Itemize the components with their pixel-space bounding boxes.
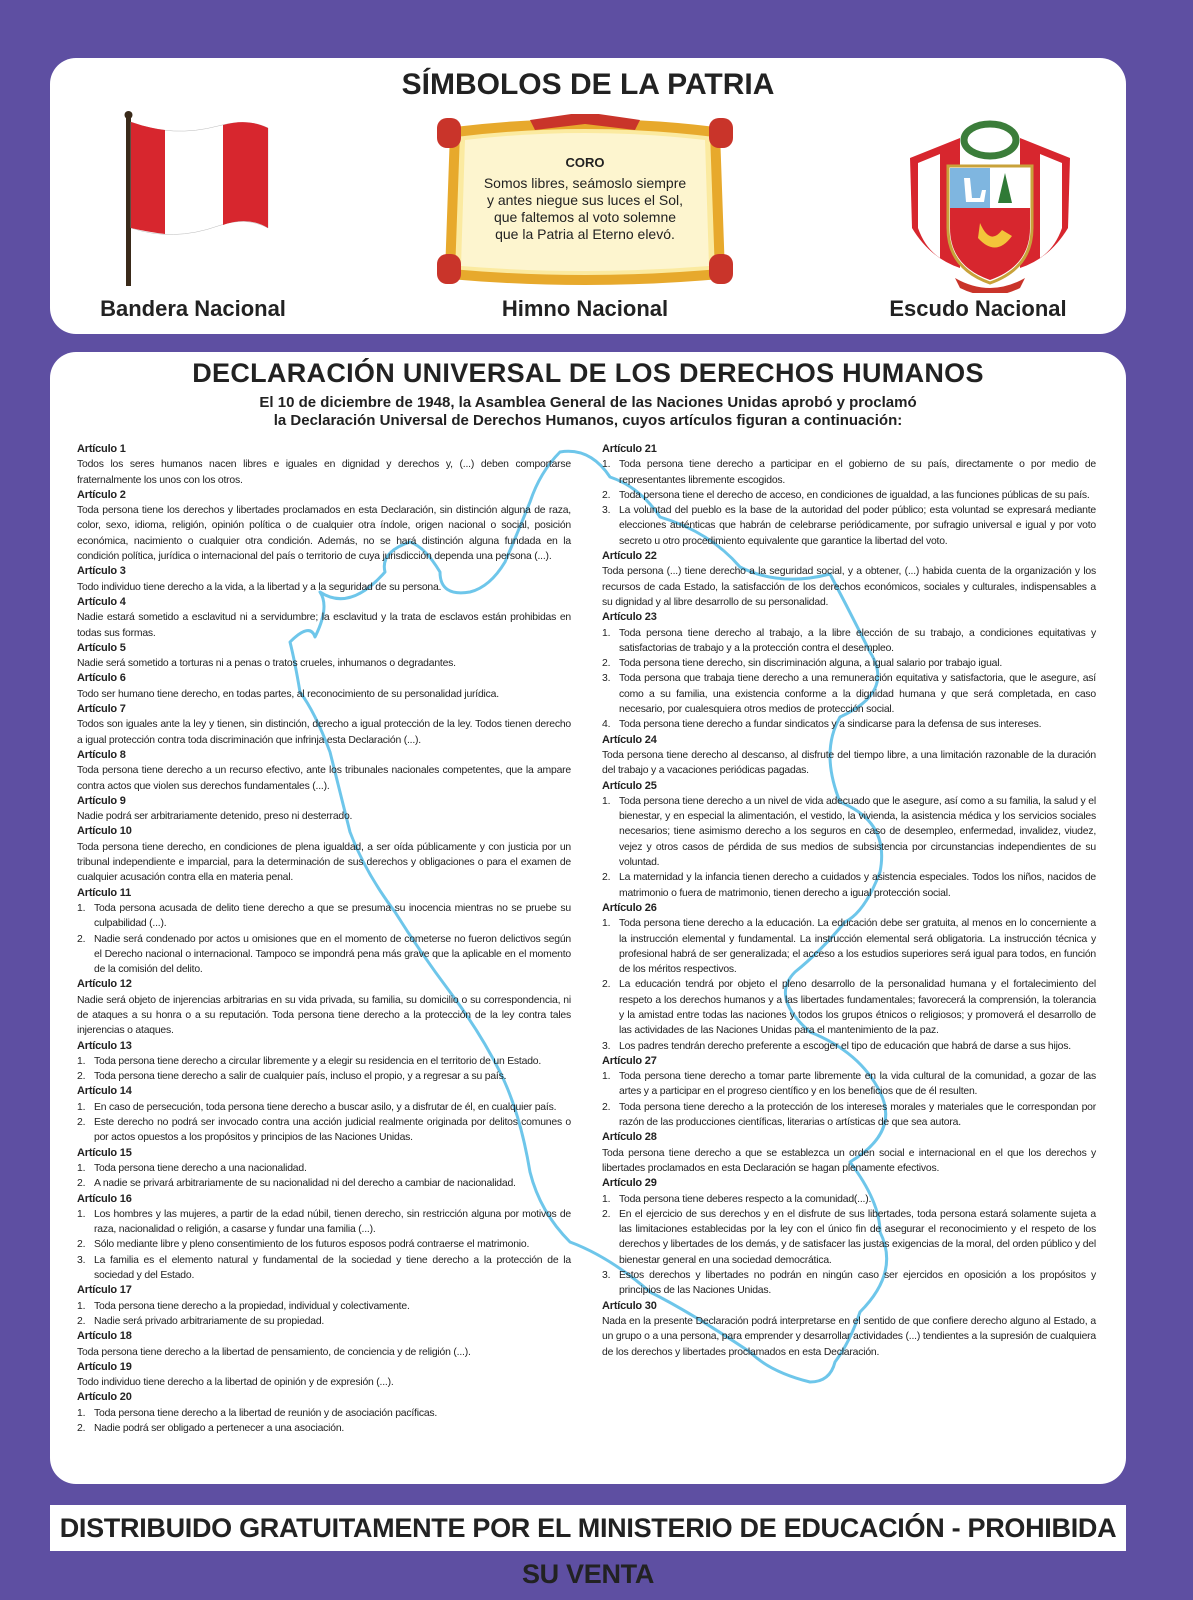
list-item-text: Nadie será condenado por actos u omisiones que en el momento de cometerse no fueron delictivos según el Derecho nacional o internacional. Tampoco se impondrá pena más grave que la aplicable en el momento de la comisión del delito. — [94, 933, 571, 976]
shield-label: Escudo Nacional — [889, 296, 1067, 321]
article-list-item — [602, 503, 1096, 549]
article-list-item — [602, 717, 1096, 732]
article-list-item — [77, 1176, 571, 1191]
flag-label: Bandera Nacional — [100, 296, 286, 321]
article-list-item — [77, 1314, 571, 1329]
article-list-item — [602, 916, 1096, 977]
article-heading: Artículo 20 — [77, 1391, 132, 1404]
list-item-text: Toda persona tiene derecho a tomar parte libremente en la vida cultural de la comunidad, a gozar de las artes y a participar en el progreso científico y en los beneficios que de él resulten. — [619, 1071, 1096, 1098]
article-text: Toda persona tiene los derechos y libertades proclamados en esta Declaración, sin distinción alguna de raza, color, sexo, idioma, religión, opinión política o de cualquier otra índole, origen nacional o social, posición económica, nacimiento o cualquier otra condición. Además, no se hará distinción alguna fundada en la condición política, jurídica o internacional del país o territorio de cuya jurisdicción dependa una persona (...). — [77, 505, 571, 563]
udhr-intro — [50, 394, 1126, 430]
list-item-number: 2. — [602, 872, 611, 884]
list-item-number: 2. — [602, 1208, 611, 1220]
article-text: Toda persona tiene derecho al descanso, al disfrute del tiempo libre, a una limitación razonable de la duración del trabajo y a vacaciones periódicas pagadas. — [602, 749, 1096, 777]
article — [77, 702, 571, 748]
list-item-text: Toda persona tiene derecho a una nacionalidad. — [94, 1162, 307, 1174]
list-item-number: 1. — [77, 1055, 86, 1067]
article-list — [602, 916, 1096, 1054]
article-list — [77, 1299, 571, 1330]
list-item-number: 2. — [602, 658, 611, 670]
article — [77, 794, 571, 825]
article-heading: Artículo 3 — [77, 565, 126, 578]
article-list-item — [602, 656, 1096, 671]
article-list-item — [77, 1069, 571, 1084]
list-item-number: 1. — [77, 1208, 86, 1220]
list-item-text: Toda persona tiene derecho a la educación. La educación debe ser gratuita, al menos en lo concerniente a la instrucción elemental y fundamental. La instrucción elemental será obligatoria. La instrucción técnica y profesional habrá de ser generalizada; el acceso a los estudios superiores será igual para todos, en función de los méritos respectivos. — [619, 918, 1096, 976]
article-heading: Artículo 16 — [77, 1192, 132, 1205]
chorus-line: y antes niegue sus luces el Sol, — [486, 192, 684, 208]
list-item-text: En caso de persecución, toda persona tiene derecho a buscar asilo, y a disfrutar de él, en cualquier país. — [94, 1101, 557, 1113]
article-list-item — [602, 977, 1096, 1038]
peru-flag-icon — [118, 108, 278, 288]
anthem-label: Himno Nacional — [501, 296, 669, 321]
article-text: Toda persona tiene derecho, en condiciones de plena igualdad, a ser oída públicamente y con justicia por un tribunal independiente e imparcial, para la determinación de sus derechos y obligaciones o para el examen de cualquier acusación contra ella en materia penal. — [77, 841, 571, 884]
article-list-item — [602, 794, 1096, 870]
article-list-item — [602, 671, 1096, 717]
article-list — [77, 901, 571, 977]
article-list-item — [77, 1161, 571, 1176]
chorus-heading: CORO — [565, 155, 605, 170]
article-heading: Artículo 22 — [602, 550, 657, 563]
article-list — [77, 1207, 571, 1283]
list-item-text: La voluntad del pueblo es la base de la autoridad del poder público; esta voluntad se expresará mediante elecciones auténticas que habrán de celebrarse periódicamente, por sufragio universal e igual y por voto secreto u otro procedimiento equivalente que garantice la libertad del voto. — [619, 505, 1096, 547]
article — [77, 641, 571, 672]
article — [602, 779, 1096, 901]
anthem-chorus — [435, 114, 735, 289]
chorus-line: Somos libres, seámoslo siempre — [483, 175, 687, 191]
article — [77, 1084, 571, 1145]
article-text: Nadie podrá ser arbitrariamente detenido, preso ni desterrado. — [77, 811, 353, 823]
article — [77, 1192, 571, 1284]
article-heading: Artículo 13 — [77, 1039, 132, 1052]
article-text: Nadie será sometido a torturas ni a penas o tratos crueles, inhumanos o degradantes. — [77, 658, 456, 670]
list-item-number: 4. — [602, 719, 611, 731]
peru-coat-of-arms-icon — [900, 118, 1080, 293]
article-text: Nadie será objeto de injerencias arbitrarias en su vida privada, su familia, su domicilio o su correspondencia, ni de ataques a su honra o a su reputación. Toda persona tiene derecho a la protección de la ley contra tales injerencias o ataques. — [77, 994, 571, 1037]
article — [77, 748, 571, 794]
list-item-text: La familia es el elemento natural y fundamental de la sociedad y tiene derecho a la protección de la sociedad y del Estado. — [94, 1254, 571, 1282]
article — [77, 1146, 571, 1192]
article-heading: Artículo 7 — [77, 703, 126, 716]
article — [77, 1329, 571, 1360]
list-item-text: Toda persona tiene derecho, sin discriminación alguna, a igual salario por trabajo igual. — [619, 658, 1003, 670]
list-item-text: Estos derechos y libertades no podrán en ningún caso ser ejercidos en oposición a los propósitos y principios de las Naciones Unidas. — [619, 1270, 1096, 1297]
article-list-item — [602, 1207, 1096, 1268]
article-heading: Artículo 27 — [602, 1054, 657, 1067]
article — [602, 1130, 1096, 1176]
list-item-text: Los padres tendrán derecho preferente a escoger el tipo de educación que habrá de darse a sus hijos. — [619, 1040, 1071, 1052]
article — [602, 442, 1096, 549]
list-item-text: Toda persona tiene el derecho de acceso, en condiciones de igualdad, a las funciones públicas de su país. — [619, 489, 1090, 501]
list-item-number: 3. — [602, 505, 611, 517]
article-list — [77, 1161, 571, 1192]
article — [77, 488, 571, 564]
list-item-number: 2. — [77, 1315, 86, 1327]
chorus-line: que faltemos al voto solemne — [493, 209, 677, 225]
list-item-number: 1. — [602, 459, 611, 471]
article — [77, 1390, 571, 1436]
list-item-number: 1. — [602, 627, 611, 639]
list-item-number: 1. — [602, 795, 611, 807]
list-item-number: 1. — [77, 1101, 86, 1113]
article-heading: Artículo 18 — [77, 1330, 132, 1343]
articles-column-left — [77, 442, 571, 1436]
article-list-item — [77, 1054, 571, 1069]
article — [602, 733, 1096, 779]
article-heading: Artículo 14 — [77, 1085, 132, 1098]
article-text: Toda persona tiene derecho a un recurso efectivo, ante los tribunales nacionales competentes, que la ampare contra actos que violen sus derechos fundamentales (...). — [77, 765, 571, 792]
article-heading: Artículo 25 — [602, 779, 657, 792]
article-text: Nadie estará sometido a esclavitud ni a servidumbre; la esclavitud y la trata de esclavos están prohibidas en todas sus formas. — [77, 612, 571, 639]
article-heading: Artículo 30 — [602, 1299, 657, 1312]
list-item-number: 3. — [602, 1040, 611, 1052]
article-heading: Artículo 24 — [602, 733, 657, 746]
udhr-intro-line: la Declaración Universal de Derechos Humanos, cuyos artículos figuran a continuación: — [273, 412, 903, 429]
article-list-item — [77, 901, 571, 932]
list-item-number: 2. — [77, 1117, 86, 1129]
list-item-text: Toda persona tiene derecho al trabajo, a la libre elección de su trabajo, a condiciones equitativas y satisfactorias de trabajo y a la protección contra el desempleo. — [619, 627, 1096, 654]
article — [602, 901, 1096, 1054]
list-item-number: 2. — [77, 1239, 86, 1251]
article — [77, 442, 571, 488]
article-heading: Artículo 11 — [77, 886, 132, 899]
list-item-text: Nadie será privado arbitrariamente de su propiedad. — [94, 1315, 325, 1327]
article-heading: Artículo 28 — [602, 1131, 657, 1144]
article-list-item — [602, 1100, 1096, 1131]
article-list — [77, 1406, 571, 1437]
list-item-text: Nadie podrá ser obligado a pertenecer a una asociación. — [94, 1423, 345, 1434]
list-item-text: Sólo mediante libre y pleno consentimiento de los futuros esposos podrá contraerse el matrimonio. — [94, 1239, 530, 1251]
article — [77, 1360, 571, 1391]
udhr-title: DECLARACIÓN UNIVERSAL DE LOS DERECHOS HUMANOS — [192, 358, 984, 388]
article — [602, 1299, 1096, 1360]
list-item-text: La maternidad y la infancia tienen derecho a cuidados y asistencia especiales. Todos los niños, nacidos de matrimonio o fuera de matrimonio, tienen derecho a igual protección social. — [619, 872, 1096, 899]
article-text: Todo individuo tiene derecho a la libertad de opinión y de expresión (...). — [77, 1377, 394, 1389]
article-list — [77, 1054, 571, 1085]
list-item-number: 3. — [602, 673, 611, 685]
article — [602, 549, 1096, 610]
article-list — [602, 457, 1096, 549]
article — [77, 824, 571, 885]
article-list-item — [77, 1421, 571, 1436]
list-item-number: 1. — [602, 1193, 611, 1205]
article — [602, 610, 1096, 732]
article-list-item — [77, 932, 571, 978]
article-list — [602, 1192, 1096, 1299]
article-list-item — [602, 1192, 1096, 1207]
article-text: Nada en la presente Declaración podrá interpretarse en el sentido de que confiere derecho alguno al Estado, a un grupo o a una persona, para emprender y desarrollar actividades (...) tendientes a la supresión de cualquiera de los derechos y libertades proclamados en esta Declaración. — [602, 1315, 1096, 1358]
article-heading: Artículo 12 — [77, 978, 132, 991]
list-item-text: Toda persona tiene derecho a participar en el gobierno de su país, directamente o por medio de representantes libremente escogidos. — [619, 459, 1096, 486]
list-item-text: Toda persona tiene derecho a la propiedad, individual y colectivamente. — [94, 1300, 410, 1312]
list-item-number: 1. — [77, 1407, 86, 1419]
article-list-item — [602, 1069, 1096, 1100]
list-item-number: 2. — [602, 1101, 611, 1113]
article-heading: Artículo 21 — [602, 443, 657, 455]
list-item-text: A nadie se privará arbitrariamente de su nacionalidad ni del derecho a cambiar de nacionalidad. — [94, 1178, 516, 1190]
article-list-item — [77, 1299, 571, 1314]
udhr-intro-line: El 10 de diciembre de 1948, la Asamblea General de las Naciones Unidas aprobó y proclamó — [259, 394, 917, 411]
article-heading: Artículo 6 — [77, 672, 126, 685]
list-item-number: 2. — [602, 979, 611, 991]
article-list-item — [602, 1268, 1096, 1299]
list-item-text: Toda persona tiene derecho a circular libremente y a elegir su residencia en el territorio de un Estado. — [94, 1055, 542, 1067]
article-heading: Artículo 8 — [77, 748, 126, 761]
article-heading: Artículo 17 — [77, 1284, 132, 1297]
article-text: Todos los seres humanos nacen libres e iguales en dignidad y derechos y, (...) deben comportarse fraternalmente los unos con los otros. — [77, 459, 571, 486]
list-item-number: 1. — [602, 918, 611, 930]
article-list-item — [77, 1100, 571, 1115]
list-item-number: 1. — [77, 902, 86, 914]
symbols-title: SÍMBOLOS DE LA PATRIA — [401, 68, 775, 101]
article — [77, 564, 571, 595]
footer-banner: DISTRIBUIDO GRATUITAMENTE POR EL MINISTERIO DE EDUCACIÓN - PROHIBIDA SU VENTA — [50, 1505, 1126, 1551]
chorus-line: que la Patria al Eterno elevó. — [495, 226, 675, 242]
article-list — [602, 794, 1096, 901]
article-list-item — [77, 1115, 571, 1146]
article-text: Toda persona tiene derecho a la libertad de pensamiento, de conciencia y de religión (...). — [77, 1346, 471, 1358]
article-list-item — [77, 1207, 571, 1238]
article-heading: Artículo 19 — [77, 1360, 132, 1373]
article-list-item — [77, 1237, 571, 1252]
article-text: Todo individuo tiene derecho a la vida, a la libertad y a la seguridad de su persona. — [77, 581, 442, 593]
list-item-text: Toda persona tiene deberes respecto a la comunidad(...). — [619, 1193, 872, 1205]
article — [77, 977, 571, 1038]
article-list-item — [77, 1253, 571, 1284]
list-item-text: Toda persona tiene derecho a la libertad de reunión y de asociación pacíficas. — [94, 1407, 438, 1419]
list-item-number: 2. — [77, 1071, 86, 1083]
article — [77, 1039, 571, 1085]
article-heading: Artículo 4 — [77, 595, 126, 608]
list-item-text: La educación tendrá por objeto el pleno desarrollo de la personalidad humana y el fortalecimiento del respeto a los derechos humanos y a las libertades fundamentales; favorecerá la comprensión, la tolerancia y la amistad entre todas las naciones y todos los grupos étnicos o religiosos; y promoverá el desarrollo de las actividades de las Naciones Unidas para el mantenimiento de la paz. — [619, 979, 1096, 1037]
list-item-text: Toda persona tiene derecho a la protección de los intereses morales y materiales que le correspondan por razón de las producciones científicas, literarias o artísticas de que sea autora. — [619, 1101, 1096, 1129]
symbols-panel — [50, 58, 1126, 334]
list-item-text: Toda persona acusada de delito tiene derecho a que se presuma su inocencia mientras no se pruebe su culpabilidad (...). — [94, 902, 571, 930]
list-item-number: 2. — [77, 1423, 86, 1434]
article-heading: Artículo 29 — [602, 1177, 657, 1190]
list-item-text: Toda persona tiene derecho a salir de cualquier país, incluso el propio, y a regresar a su país. — [94, 1071, 507, 1083]
article-heading: Artículo 15 — [77, 1146, 132, 1159]
list-item-number: 3. — [77, 1254, 86, 1266]
list-item-text: Toda persona tiene derecho a un nivel de vida adecuado que le asegure, así como a su familia, la salud y el bienestar, y en especial la alimentación, el vestido, la vivienda, la asistencia médica y los servicios sociales necesarios; tiene asimismo derecho a los seguros en caso de desempleo, enfermedad, invalidez, viudez, vejez y otros casos de pérdida de sus medios de subsistencia por circunstancias independientes de su voluntad. — [619, 795, 1096, 869]
article-text: Todos son iguales ante la ley y tienen, sin distinción, derecho a igual protección de la ley. Todos tienen derecho a igual protección contra toda discriminación que infrinja esta Declaración (...). — [77, 719, 571, 746]
article-list-item — [602, 457, 1096, 488]
article-list-item — [602, 870, 1096, 901]
article — [602, 1054, 1096, 1130]
list-item-text: En el ejercicio de sus derechos y en el disfrute de sus libertades, toda persona estará solamente sujeta a las limitaciones establecidas por la ley con el único fin de asegurar el reconocimiento y el respeto de los derechos y libertades de los demás, y de satisfacer las justas exigencias de la moral, del orden público y del bienestar general en una sociedad democrática. — [619, 1208, 1096, 1266]
article — [77, 886, 571, 978]
list-item-number: 2. — [77, 933, 86, 945]
list-item-number: 1. — [77, 1300, 86, 1312]
list-item-number: 1. — [77, 1162, 86, 1174]
list-item-number: 3. — [602, 1270, 611, 1282]
article-list — [602, 1069, 1096, 1130]
article-heading: Artículo 1 — [77, 443, 126, 455]
article-list-item — [602, 626, 1096, 657]
article-heading: Artículo 9 — [77, 794, 126, 807]
article-list-item — [77, 1406, 571, 1421]
article-list — [77, 1100, 571, 1146]
udhr-panel — [50, 352, 1126, 1484]
articles-column-right — [602, 442, 1096, 1360]
article — [77, 595, 571, 641]
list-item-text: Toda persona tiene derecho a fundar sindicatos y a sindicarse para la defensa de sus intereses. — [619, 719, 1042, 731]
list-item-number: 1. — [602, 1071, 611, 1083]
article-list-item — [602, 1039, 1096, 1054]
article-heading: Artículo 5 — [77, 641, 126, 654]
list-item-text: Los hombres y las mujeres, a partir de la edad núbil, tienen derecho, sin restricción alguna por motivos de raza, nacionalidad o religión, a casarse y fundar una familia (...). — [94, 1208, 571, 1236]
list-item-number: 2. — [602, 489, 611, 501]
article — [602, 1176, 1096, 1298]
article-heading: Artículo 2 — [77, 488, 126, 501]
article-heading: Artículo 23 — [602, 611, 657, 624]
article-list — [602, 626, 1096, 733]
list-item-text: Toda persona que trabaja tiene derecho a una remuneración equitativa y satisfactoria, que le asegure, así como a su familia, una existencia conforme a la dignidad humana y que será completada, en caso necesario, por cualesquiera otros medios de protección social. — [619, 673, 1096, 716]
article — [77, 1283, 571, 1329]
article-heading: Artículo 10 — [77, 825, 132, 838]
article — [77, 671, 571, 702]
list-item-text: Este derecho no podrá ser invocado contra una acción judicial realmente originada por delitos comunes o por actos opuestos a los propósitos y principios de las Naciones Unidas. — [94, 1117, 571, 1144]
article-list-item — [602, 488, 1096, 503]
list-item-number: 2. — [77, 1178, 86, 1190]
article-text: Todo ser humano tiene derecho, en todas partes, al reconocimiento de su personalidad jurídica. — [77, 688, 499, 700]
article-text: Toda persona tiene derecho a que se establezca un orden social e internacional en el que los derechos y libertades proclamados en esta Declaración se hagan plenamente efectivos. — [602, 1147, 1096, 1174]
article-heading: Artículo 26 — [602, 901, 657, 914]
article-text: Toda persona (...) tiene derecho a la seguridad social, y a obtener, (...) habida cuenta de la organización y los recursos de cada Estado, la satisfacción de los derechos económicos, sociales y culturales, indispensables a su dignidad y al libre desarrollo de su personalidad. — [602, 566, 1096, 608]
